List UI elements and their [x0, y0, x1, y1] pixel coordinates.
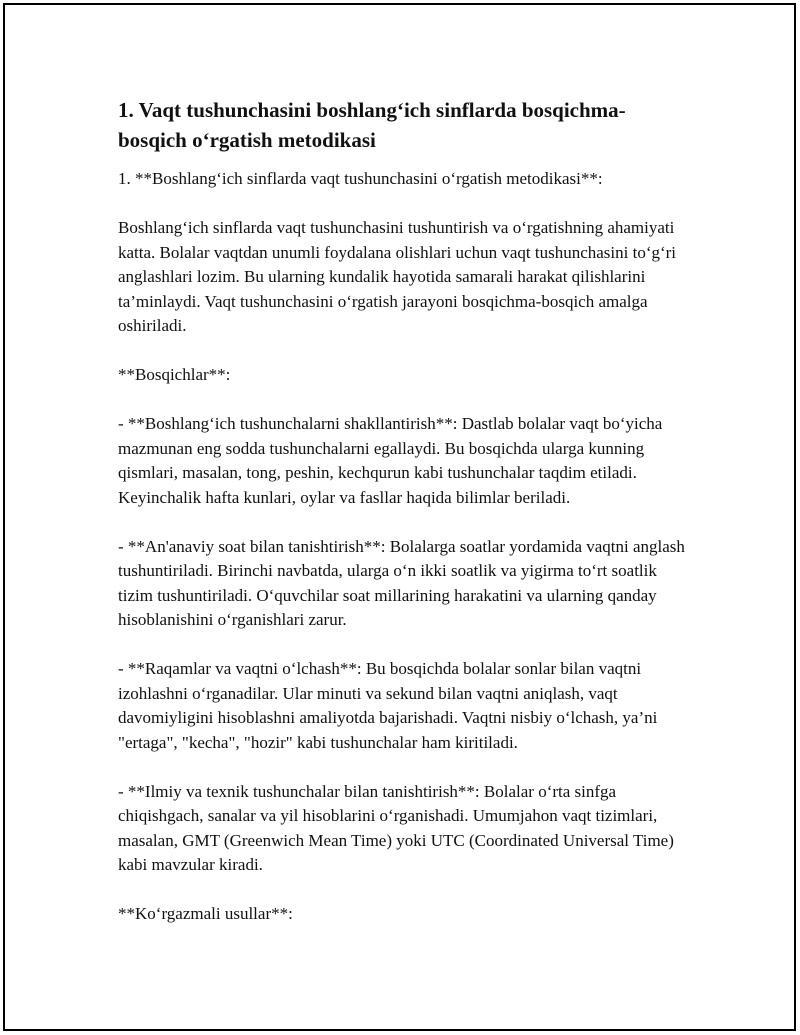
stage-basic-concepts: - **Boshlang‘ich tushunchalarni shakllantirish**: Dastlab bolalar vaqt bo‘yicha mazmunan eng sodda tushunchalarni egallaydi. Bu bosqichda ularga kunning qismlari, masalan, tong, peshin, kechqurun kabi tushunchalar taqdim etiladi. Keyinchalik hafta kunlari, oylar va fasllar haqida bilimlar beriladi. [118, 414, 663, 507]
visual-methods-heading: **Ko‘rgazmali usullar**: [118, 904, 293, 923]
stages-heading: **Bosqichlar**: [118, 365, 231, 384]
stage-numbers-measuring: - **Raqamlar va vaqtni o‘lchash**: Bu bosqichda bolalar sonlar bilan vaqtni izohlashni o‘rganadilar. Ular minuti va sekund bilan vaqtni aniqlash, vaqt davomiyligini hisoblashni amaliyotda bajarishadi. Vaqtni nisbiy o‘lchash, ya’ni "ertaga", "kecha", "hozir" kabi tushunchalar ham kiritiladi. [118, 659, 658, 752]
document-title: 1. Vaqt tushunchasini boshlang‘ich sinflarda bosqichma-bosqich o‘rgatish metodikasi [118, 98, 626, 152]
stage-scientific-concepts: - **Ilmiy va texnik tushunchalar bilan tanishtirish**: Bolalar o‘rta sinfga chiqishgach, sanalar va yil hisoblarini o‘rganishadi. Umumjahon vaqt tizimlari, masalan, GMT (Greenwich Mean Time) yoki UTC (Coordinated Universal Time) kabi mavzular kiradi. [118, 781, 674, 874]
section-heading-methodology: 1. **Boshlang‘ich sinflarda vaqt tushunchasini o‘rgatish metodikasi**: [118, 169, 603, 188]
intro-paragraph: Boshlang‘ich sinflarda vaqt tushunchasini tushuntirish va o‘rgatishning ahamiyati katta. Bolalar vaqtdan unumli foydalana olishlari uchun vaqt tushunchasini to‘g‘ri anglashlari lozim. Bu ularning kundalik hayotida samarali harakat qilishlarini ta’minlaydi. Vaqt tushunchasini o‘rgatish jarayoni bosqichma-bosqich amalga oshiriladi. [118, 218, 677, 335]
document-body [118, 95, 688, 951]
stage-traditional-clock: - **An'anaviy soat bilan tanishtirish**: Bolalarga soatlar yordamida vaqtni anglash tushuntiriladi. Birinchi navbatda, ularga o‘n ikki soatlik va yigirma to‘rt soatlik tizim tushuntiriladi. O‘quvchilar soat millarining harakatini va ularning qanday hisoblanishini o‘rganishlari zarur. [118, 536, 685, 629]
